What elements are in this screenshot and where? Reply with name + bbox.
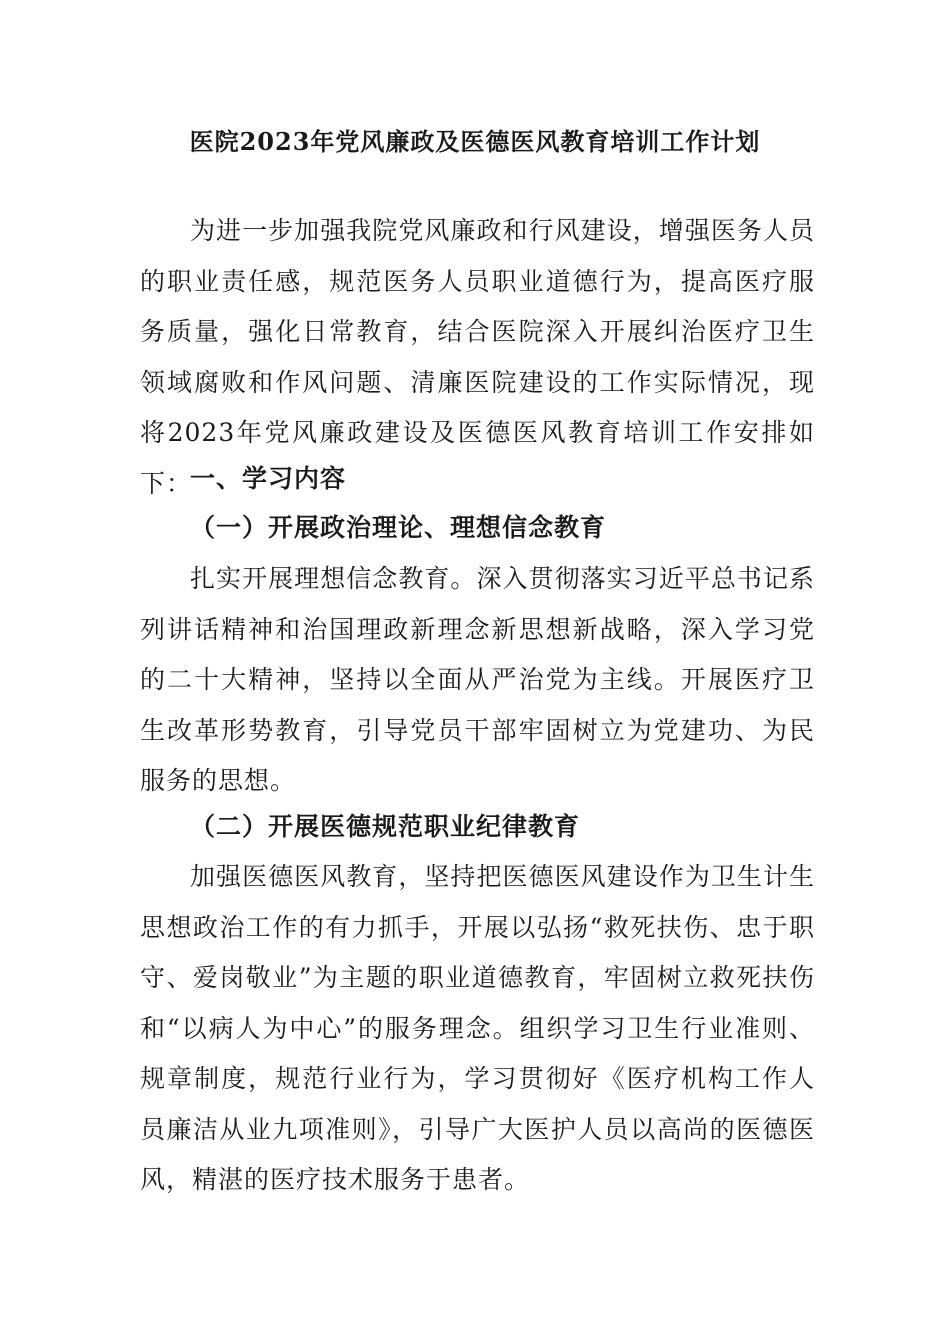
document-title: 医院2023年党风廉政及医德医风教育培训工作计划 [189, 127, 761, 156]
medical-ethics-paragraph: 加强医德医风教育，坚持把医德医风建设作为卫生计生思想政治工作的有力抓手，开展以弘扬“救死扶伤、忠于职守、爱岗敬业”为主题的职业道德教育，牢固树立救死扶伤和“以病人为中心”的服务理念。组织学习卫生行业准则、规章制度，规范行业行为，学习贯彻好《医疗机构工作人员廉洁从业九项准则》，引导广大医护人员以高尚的医德医风，精湛的医疗技术服务于患者。 [140, 862, 815, 1194]
subsection-heading-medical-ethics: （二）开展医德规范职业纪律教育 [190, 812, 581, 841]
section-heading-study-content: 一、学习内容 [190, 464, 347, 493]
subsection-heading-political-theory: （一）开展政治理论、理想信念教育 [190, 513, 607, 542]
intro-paragraph: 为进一步加强我院党风廉政和行风建设，增强医务人员的职业责任感，规范医务人员职业道德行为，提高医疗服务质量，强化日常教育，结合医院深入开展纠治医疗卫生领域腐败和作风问题、清廉医院建设的工作实际情况，现将2023年党风廉政建设及医德医风教育培训工作安排如下： [140, 216, 815, 498]
political-theory-paragraph: 扎实开展理想信念教育。深入贯彻落实习近平总书记系列讲话精神和治国理政新理念新思想新战略，深入学习党的二十大精神，坚持以全面从严治党为主线。开展医疗卫生改革形势教育，引导党员干部牢固树立为党建功、为民服务的思想。 [140, 564, 815, 795]
